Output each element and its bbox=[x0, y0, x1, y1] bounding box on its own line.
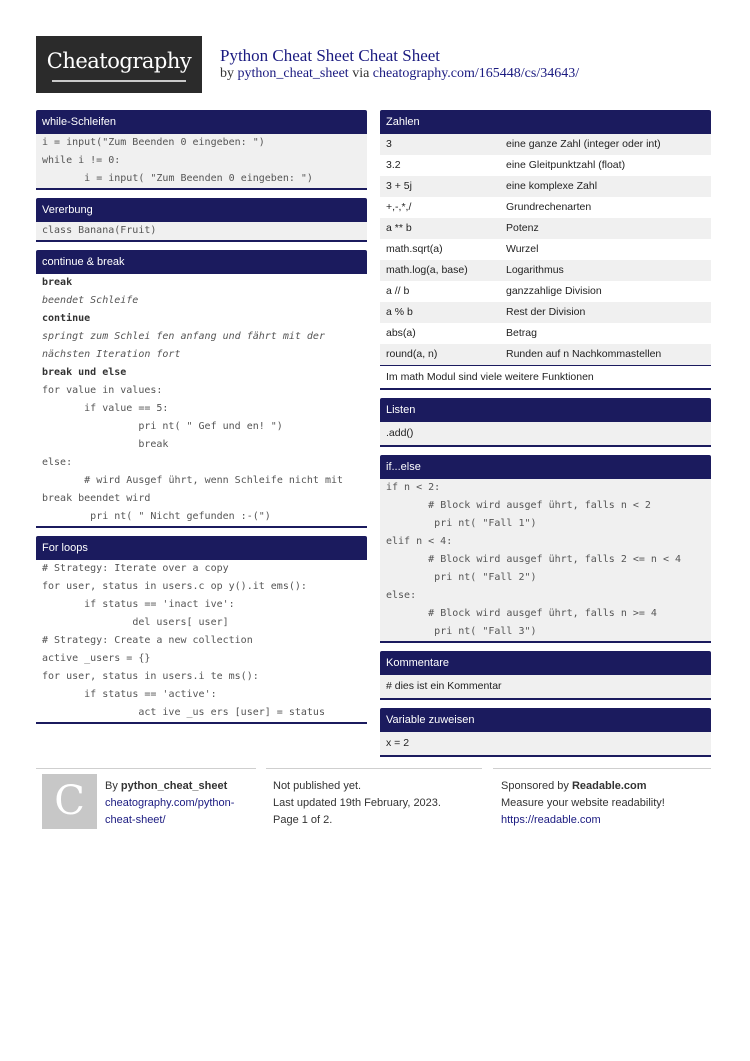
section-kommentare bbox=[380, 651, 711, 700]
table-cell: round(a, n) bbox=[386, 348, 438, 360]
table-cell: eine Gleitpunktzahl (float) bbox=[506, 159, 626, 171]
avatar[interactable] bbox=[42, 774, 97, 829]
section-variable bbox=[380, 708, 711, 757]
author-link[interactable]: python_cheat_sheet bbox=[237, 66, 349, 81]
code-line: # Block wird ausgef ührt, falls n < 2 bbox=[380, 497, 711, 515]
table-cell: 3 bbox=[386, 138, 392, 150]
code-line: else: bbox=[380, 587, 711, 605]
code-line: i = input( "Zum Beenden 0 eingeben: ") bbox=[36, 170, 367, 188]
code-line: if value == 5: bbox=[42, 403, 169, 414]
code-line: while i != 0: bbox=[36, 152, 367, 170]
byline-by: by bbox=[220, 66, 234, 81]
table-cell: math.sqrt(a) bbox=[386, 243, 443, 255]
table-cell: eine komplexe Zahl bbox=[506, 180, 598, 192]
code-line: # wird Ausgef ührt, wenn Schleife nicht mit break beendet wird bbox=[42, 475, 350, 504]
footer-page: Page 1 of 2. bbox=[273, 814, 333, 826]
code-line: break und else bbox=[42, 367, 127, 378]
page-title[interactable]: Python Cheat Sheet Cheat Sheet bbox=[220, 46, 441, 65]
code-line: break bbox=[42, 439, 169, 450]
footer-sponsor-url[interactable]: https://readable.com bbox=[501, 814, 601, 826]
footer-divider bbox=[266, 768, 482, 769]
table-row bbox=[380, 302, 711, 323]
code-line: # Block wird ausgef ührt, falls n >= 4 bbox=[380, 605, 711, 623]
table-cell: a ** b bbox=[386, 222, 412, 234]
table-cell: a // b bbox=[386, 285, 410, 297]
footer-profile-link[interactable]: cheatography.com/python-cheat-sheet/ bbox=[105, 797, 235, 826]
table-row bbox=[380, 260, 711, 281]
code-line: beendet Schleife bbox=[42, 295, 139, 306]
code-line: continue bbox=[42, 313, 91, 324]
table-cell: eine ganze Zahl (integer oder int) bbox=[506, 138, 661, 150]
table-cell: Betrag bbox=[506, 327, 537, 339]
code-line: for value in values: bbox=[42, 385, 163, 396]
code-line: pri nt( " Gef und en! ") bbox=[42, 421, 283, 432]
section-title: while-Schleifen bbox=[36, 110, 367, 134]
section-for-loops bbox=[36, 536, 367, 724]
section-continue-break bbox=[36, 250, 367, 528]
table-cell: 3.2 bbox=[386, 159, 401, 171]
section-title: Variable zuweisen bbox=[380, 708, 711, 732]
code-line: pri nt( "Fall 1") bbox=[380, 515, 711, 533]
footer-sponsored-by: Sponsored by bbox=[501, 780, 569, 792]
footer-divider bbox=[493, 768, 711, 769]
section-note: Im math Modul sind viele weitere Funktionen bbox=[380, 365, 711, 388]
code-line: class Banana(Fruit) bbox=[36, 222, 367, 240]
section-title: Kommentare bbox=[380, 651, 711, 675]
section-while bbox=[36, 110, 367, 190]
table-cell: +,-,*,/ bbox=[386, 201, 412, 213]
section-listen bbox=[380, 398, 711, 447]
code-line: # Strategy: Create a new collection bbox=[42, 635, 253, 646]
table-cell: Grundrechenarten bbox=[506, 201, 592, 213]
table-cell: math.log(a, base) bbox=[386, 264, 468, 276]
footer bbox=[36, 768, 711, 838]
code-line: # Strategy: Iterate over a copy bbox=[42, 563, 229, 574]
code-line: pri nt( "Fall 3") bbox=[380, 623, 711, 641]
code-line: if status == 'inact ive': bbox=[42, 599, 235, 610]
table-row bbox=[380, 239, 711, 260]
code-line: else: bbox=[42, 457, 73, 468]
footer-meta-block bbox=[273, 778, 483, 829]
table-row bbox=[380, 176, 711, 197]
table-cell: Runden auf n Nachkommastellen bbox=[506, 348, 662, 360]
table-row bbox=[380, 344, 711, 365]
byline bbox=[220, 66, 579, 82]
table-cell: Potenz bbox=[506, 222, 539, 234]
footer-sponsor-tagline: Measure your website readability! bbox=[501, 797, 665, 809]
code-line: del users[ user] bbox=[42, 617, 229, 628]
section-title: Vererbung bbox=[36, 198, 367, 222]
table-cell: Wurzel bbox=[506, 243, 539, 255]
footer-sponsor-name[interactable]: Readable.com bbox=[571, 780, 647, 792]
code-line: active _users = {} bbox=[42, 653, 151, 664]
footer-sponsor-line bbox=[501, 778, 711, 795]
table-cell: Rest der Division bbox=[506, 306, 586, 318]
section-zahlen bbox=[380, 110, 711, 390]
table-cell: a % b bbox=[386, 306, 413, 318]
table-row bbox=[380, 134, 711, 155]
footer-updated: Last updated 19th February, 2023. bbox=[273, 797, 441, 809]
section-vererbung bbox=[36, 198, 367, 242]
section-title: if...else bbox=[380, 455, 711, 479]
right-column bbox=[380, 110, 711, 765]
content-line: .add() bbox=[380, 422, 711, 445]
footer-divider bbox=[36, 768, 256, 769]
footer-sponsor-block bbox=[501, 778, 711, 829]
section-title: For loops bbox=[36, 536, 367, 560]
code-line: for user, status in users.i te ms(): bbox=[42, 671, 259, 682]
code-line: pri nt( "Fall 2") bbox=[380, 569, 711, 587]
byline-via: via bbox=[352, 66, 370, 81]
logo-text: Cheatography bbox=[46, 49, 192, 73]
table-row bbox=[380, 281, 711, 302]
table-row bbox=[380, 323, 711, 344]
cheatography-logo[interactable] bbox=[36, 36, 202, 93]
logo-underline bbox=[52, 80, 186, 82]
footer-published: Not published yet. bbox=[273, 780, 362, 792]
code-line: springt zum Schlei fen anfang und fährt mit der nächsten Iteration fort bbox=[42, 331, 331, 360]
code-line: for user, status in users.c op y().it ems(): bbox=[42, 581, 307, 592]
code-line: act ive _us ers [user] = status bbox=[42, 707, 325, 718]
footer-author-name[interactable]: python_cheat_sheet bbox=[120, 780, 228, 792]
code-line: # Block wird ausgef ührt, falls 2 <= n < 4 bbox=[380, 551, 711, 569]
code-line: i = input("Zum Beenden 0 eingeben: ") bbox=[36, 134, 367, 152]
content-line: x = 2 bbox=[380, 732, 711, 755]
avatar-letter: C bbox=[54, 778, 85, 824]
left-column bbox=[36, 110, 367, 732]
section-if-else bbox=[380, 455, 711, 643]
code-line: break bbox=[42, 277, 73, 288]
code-line: pri nt( " Nicht gefunden :-(") bbox=[42, 511, 271, 522]
code-line: if n < 2: bbox=[380, 479, 711, 497]
footer-author-block bbox=[105, 778, 245, 829]
table-cell: Logarithmus bbox=[506, 264, 564, 276]
footer-by: By bbox=[105, 780, 118, 792]
code-line: elif n < 4: bbox=[380, 533, 711, 551]
table-cell: abs(a) bbox=[386, 327, 416, 339]
table-cell: 3 + 5j bbox=[386, 180, 412, 192]
section-title: Zahlen bbox=[380, 110, 711, 134]
section-title: continue & break bbox=[36, 250, 367, 274]
content-line: # dies ist ein Kommentar bbox=[380, 675, 711, 698]
code-line: if status == 'active': bbox=[42, 689, 217, 700]
table-row bbox=[380, 197, 711, 218]
section-title: Listen bbox=[380, 398, 711, 422]
table-row bbox=[380, 155, 711, 176]
sheet-url-link[interactable]: cheatography.com/165448/cs/34643/ bbox=[372, 66, 580, 81]
footer-author-line bbox=[105, 778, 245, 795]
table-cell: ganzzahlige Division bbox=[506, 285, 602, 297]
table-row bbox=[380, 218, 711, 239]
